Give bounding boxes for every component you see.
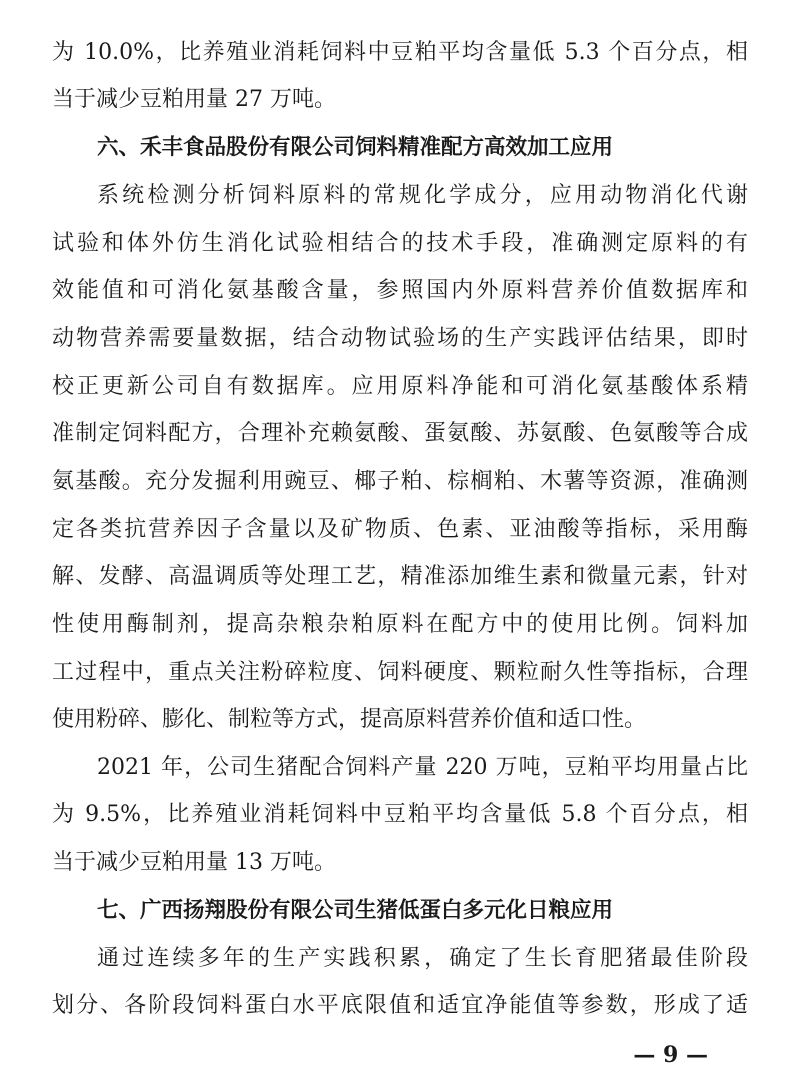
body-text-line: 为 10.0%，比养殖业消耗饲料中豆粕平均含量低 5.3 个百分点，相 xyxy=(52,40,748,65)
body-text-line: 准制定饲料配方，合理补充赖氨酸、蛋氨酸、苏氨酸、色氨酸等合成 xyxy=(52,421,748,446)
section-heading-7: 七、广西扬翔股份有限公司生猪低蛋白多元化日粮应用 xyxy=(97,898,614,923)
page-number: — 9 — xyxy=(633,1042,708,1068)
body-text-line: 划分、各阶段饲料蛋白水平底限值和适宜净能值等参数，形成了适 xyxy=(52,993,748,1018)
body-text-line: 系统检测分析饲料原料的常规化学成分，应用动物消化代谢 xyxy=(97,183,748,208)
body-text-line: 动物营养需要量数据，结合动物试验场的生产实践评估结果，即时 xyxy=(52,326,748,351)
body-text-line: 校正更新公司自有数据库。应用原料净能和可消化氨基酸体系精 xyxy=(52,374,748,399)
body-text-line: 解、发酵、高温调质等处理工艺，精准添加维生素和微量元素，针对 xyxy=(52,564,748,589)
body-text-line: 定各类抗营养因子含量以及矿物质、色素、亚油酸等指标，采用酶 xyxy=(52,517,748,542)
body-text-line: 2021 年，公司生猪配合饲料产量 220 万吨，豆粕平均用量占比 xyxy=(97,755,748,780)
body-text-line: 性使用酶制剂，提高杂粮杂粕原料在配方中的使用比例。饲料加 xyxy=(52,612,748,637)
body-text-line: 当于减少豆粕用量 13 万吨。 xyxy=(52,850,336,875)
body-text-line: 为 9.5%，比养殖业消耗饲料中豆粕平均含量低 5.8 个百分点，相 xyxy=(52,802,748,827)
body-text-line: 通过连续多年的生产实践积累，确定了生长育肥猪最佳阶段 xyxy=(97,946,748,971)
body-text-line: 使用粉碎、膨化、制粒等方式，提高原料营养价值和适口性。 xyxy=(52,707,647,732)
body-text-line: 试验和体外仿生消化试验相结合的技术手段，准确测定原料的有 xyxy=(52,231,748,256)
body-text-line: 氨基酸。充分发掘利用豌豆、椰子粕、棕榈粕、木薯等资源，准确测 xyxy=(52,469,748,494)
section-heading-6: 六、禾丰食品股份有限公司饲料精准配方高效加工应用 xyxy=(97,135,614,160)
body-text-line: 效能值和可消化氨基酸含量，参照国内外原料营养价值数据库和 xyxy=(52,278,748,303)
body-text-line: 当于减少豆粕用量 27 万吨。 xyxy=(52,87,336,112)
body-text-line: 工过程中，重点关注粉碎粒度、饲料硬度、颗粒耐久性等指标，合理 xyxy=(52,660,748,685)
